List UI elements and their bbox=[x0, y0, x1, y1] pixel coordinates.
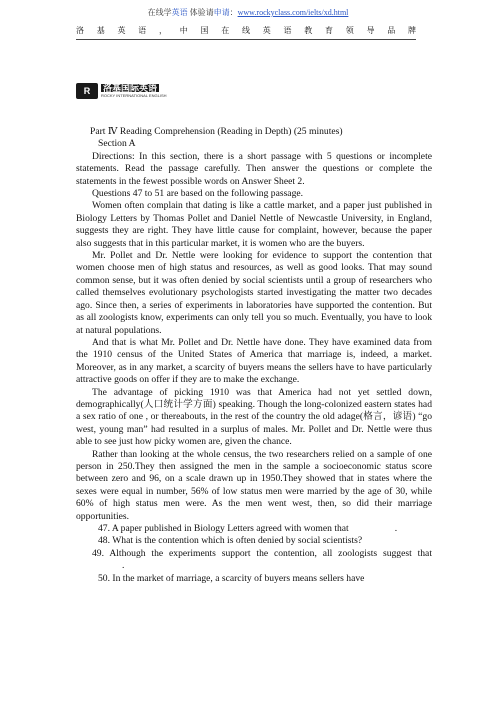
logo-english-name: ROCKY INTERNATIONAL ENGLISH bbox=[101, 92, 167, 98]
top-banner: 在线学英语 体验请申请：www.rockyclass.com/ielts/xd.html bbox=[147, 8, 349, 17]
question-47: 47. A paper published in Biology Letters agreed with women that . bbox=[98, 523, 398, 534]
rocky-logo bbox=[76, 82, 168, 100]
passage-paragraph: Women often complain that dating is like a cattle market, and a paper just published in Biology Letters by Thomas Pollet and Daniel Nettle of Newcastle University, in England, suggests they are right. They have little cause for complaint, however, because the paper also suggests that in this particular market, it is women who are the buyers. bbox=[76, 200, 432, 249]
questions-intro: Questions 47 to 51 are based on the following passage. bbox=[92, 188, 304, 200]
passage-paragraph: And that is what Mr. Pollet and Dr. Nettle have done. They have examined data from the 1910 census of the United States of America that marriage is, indeed, a market. Moreover, as in any market, a scarcity of buyers means the sellers have to have particularly attractive goods on offer if they are to make the exchange. bbox=[76, 336, 432, 386]
part-title: Part Ⅳ Reading Comprehension (Reading in Depth) (25 minutes) bbox=[90, 126, 343, 137]
passage-paragraph: Rather than looking at the whole census, the two researchers relied on a sample of one person in 250.They then assigned the men in the sample a socioeconomic status score between zero and 96, on a scale drawn up in 1950.They showed that in states where the sexes were equal in number, 56% of low status men were married by the age of 30, while 60% of high status men were. As the men went west, then, so did their marriage opportunities. bbox=[76, 448, 432, 522]
question-49: 49. Although the experiments support the contention, all zoologists suggest that. bbox=[92, 547, 432, 572]
logo-mark-icon: R bbox=[76, 83, 98, 99]
org-slogan-line: 洛 基 英 语 ， 中 国 在 线 英 语 教 育 领 导 品 牌 bbox=[76, 26, 416, 40]
directions: Directions: In this section, there is a short passage with 5 questions or incomplete statements. Read the passage carefully. Then answer the questions or complete the statements in the fewest possible words on Answer Sheet 2. bbox=[76, 150, 432, 187]
reading-content bbox=[76, 126, 432, 585]
logo-chinese-name: 洛基国际英语 bbox=[103, 82, 158, 93]
passage-paragraph: The advantage of picking 1910 was that America had not yet settled down, demographically(人口统计学方面) speaking. Though the long-colonized eastern states had a sex ratio of one , or thereabouts, in the rest of the country the old adage(格言，谚语) “go west, young man” had resulted in a surplus of males. Mr. Pollet and Dr. Nettle were thus able to see just how picky women are, given the chance. bbox=[76, 386, 432, 448]
question-48: 48. What is the contention which is often denied by social scientists? bbox=[98, 535, 363, 547]
section-label: Section A bbox=[98, 138, 136, 150]
trial-link[interactable]: www.rockyclass.com/ielts/xd.html bbox=[237, 8, 349, 17]
passage-paragraph: Mr. Pollet and Dr. Nettle were looking for evidence to support the contention that women choose men of high status and resources, as well as good looks. That may sound common sense, but it was often denied by social scientists until a group of researchers who called themselves evolutionary psychologists started investigating the matter two decades ago. Since then, a series of experiments in laboratories have supported the contention. But as all zoologists know, experiments can only tell you so much. Eventually, you have to look at natural populations. bbox=[76, 250, 432, 336]
question-50: 50. In the market of marriage, a scarcity of buyers means sellers have bbox=[98, 572, 365, 584]
